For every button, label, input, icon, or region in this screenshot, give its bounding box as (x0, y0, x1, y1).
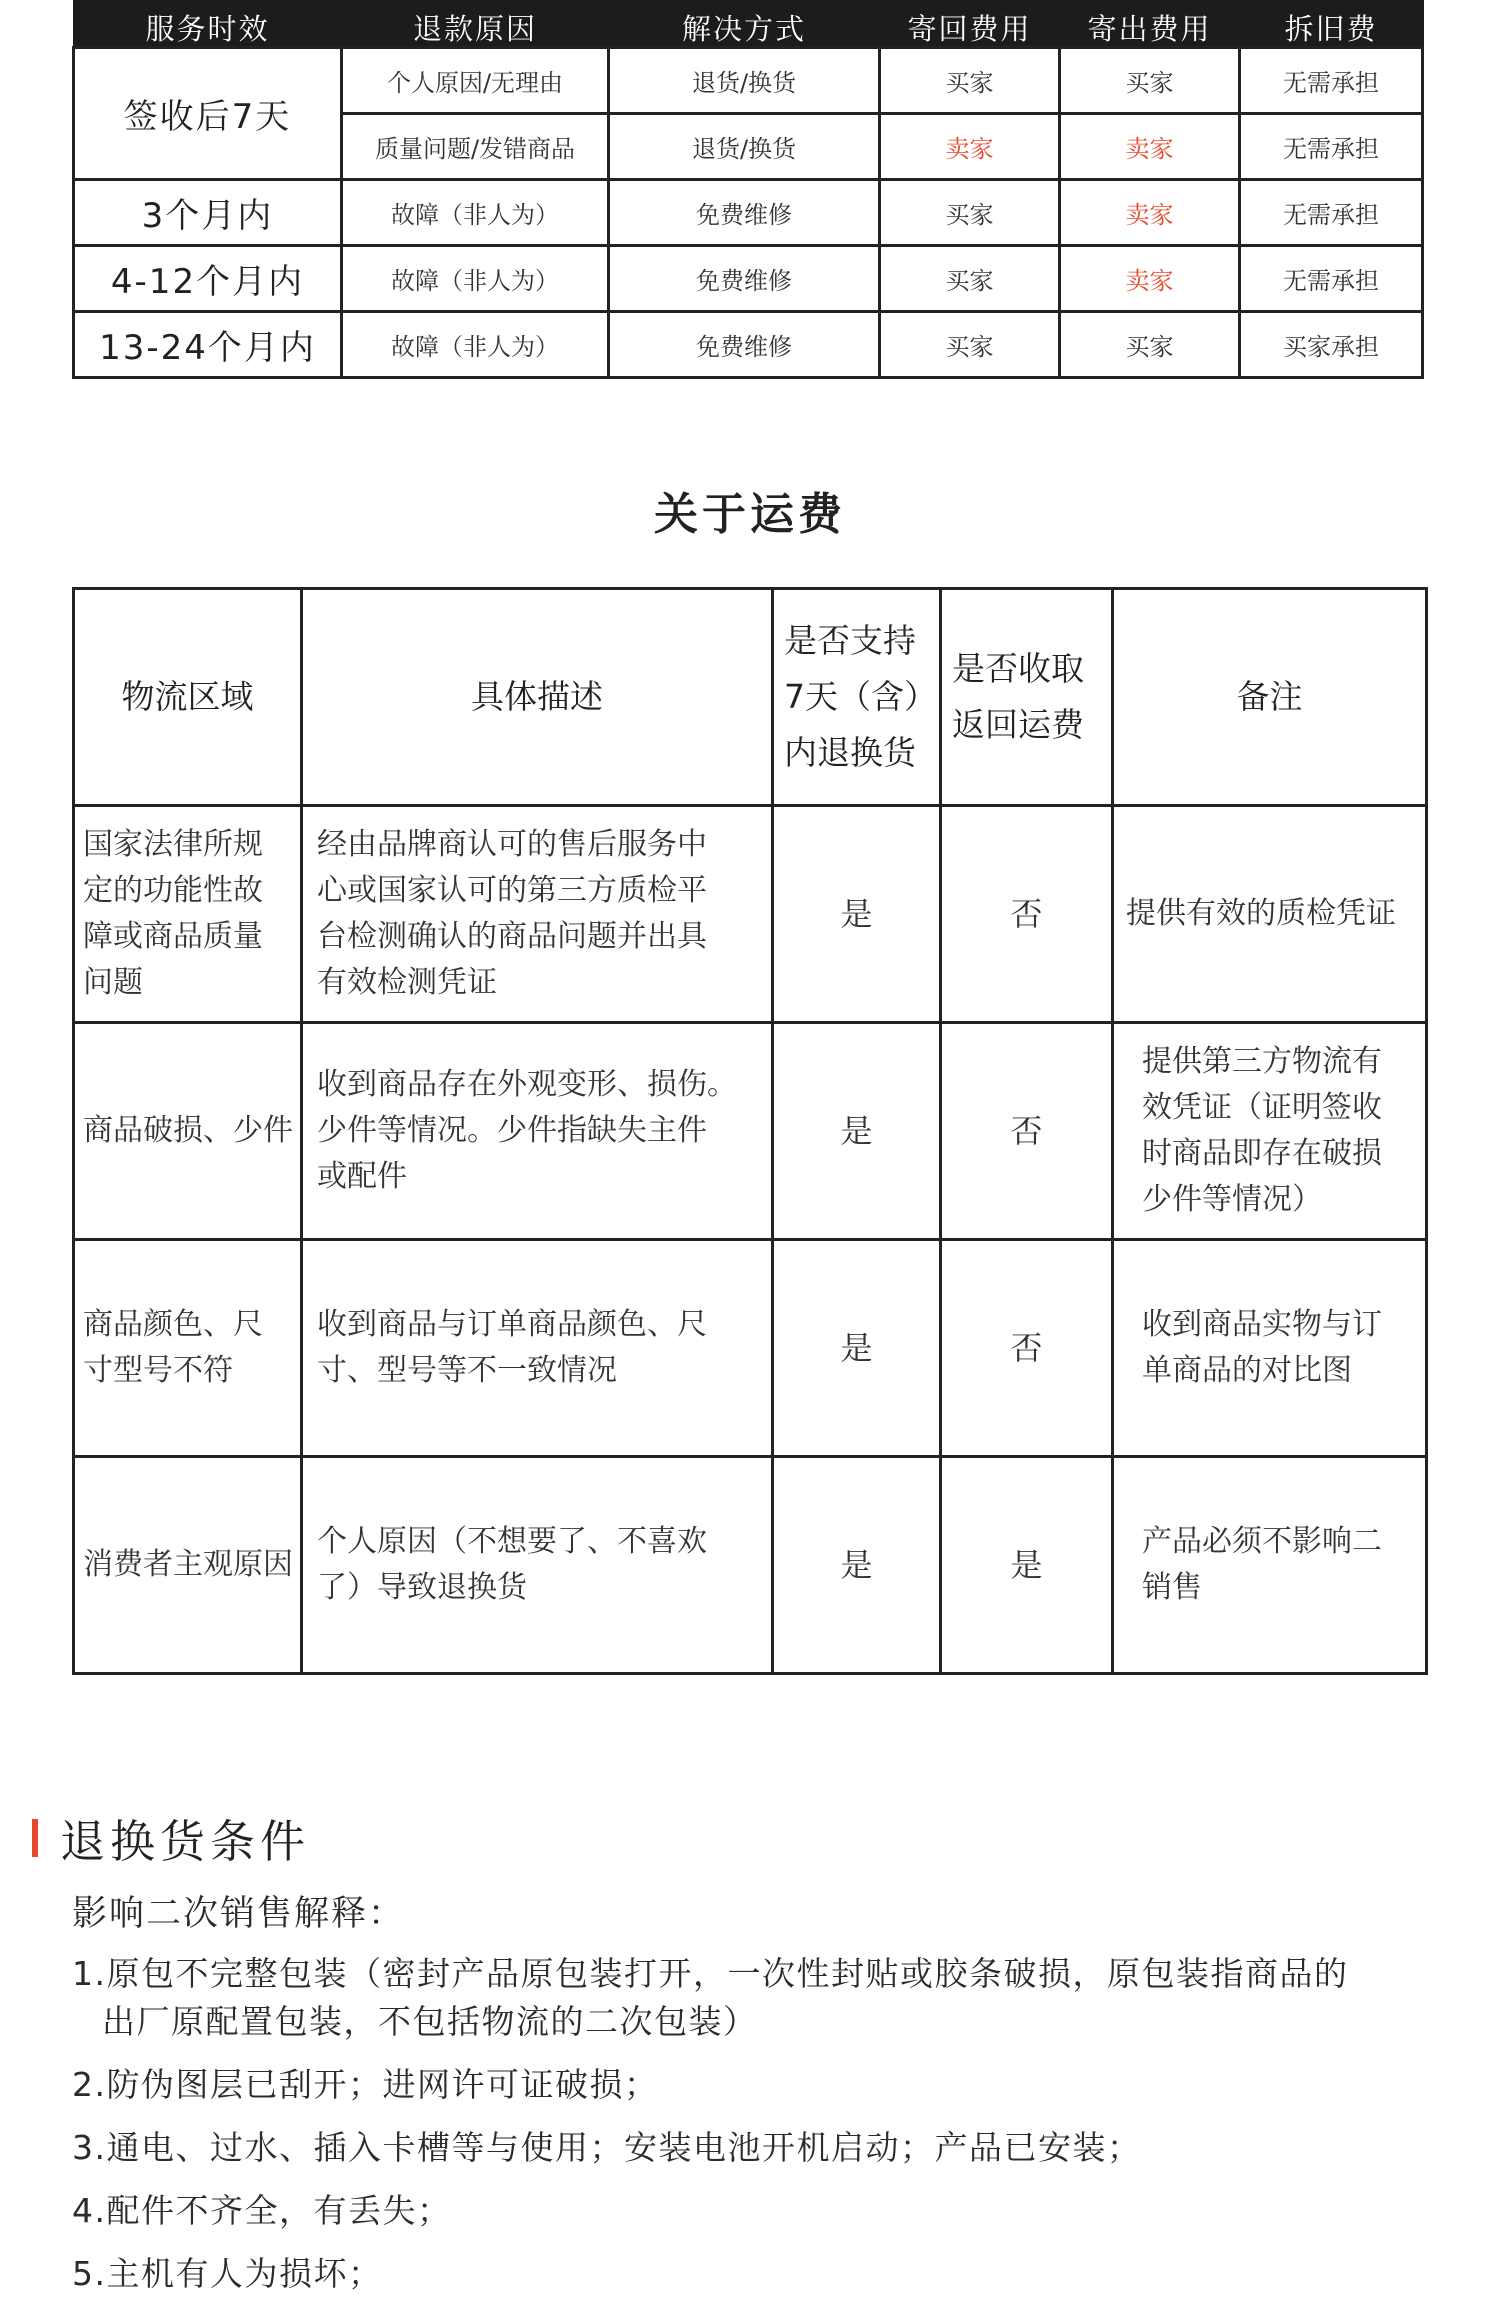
send-fee-cell: 卖家 (1060, 180, 1240, 246)
note-cell (1113, 806, 1427, 1023)
reason-cell: 故障（非人为） (342, 180, 609, 246)
solution-cell: 免费维修 (609, 180, 880, 246)
note-line: 销售 (1142, 1570, 1202, 1605)
conditions-title: 退换货条件 (60, 1815, 311, 1868)
disposal-cell: 无需承担 (1240, 48, 1423, 114)
table-row (74, 246, 1423, 312)
freight-title: 关于运费 (654, 489, 846, 540)
section-accent-bar (32, 1819, 38, 1857)
list-item-text: 5.主机有人为损坏； (72, 2254, 383, 2293)
solution-cell: 退货/换货 (609, 48, 880, 114)
header-support-line: 是否支持 (784, 621, 916, 660)
charge-cell: 是 (941, 1457, 1113, 1674)
list-item-continuation: 出厂原配置包装，不包括物流的二次包装） (102, 2002, 758, 2041)
desc-line: 心或国家认可的第三方质检平 (317, 873, 707, 908)
freight-table-header (74, 589, 1427, 806)
period-cell: 3个月内 (74, 180, 342, 246)
desc-cell (302, 1457, 773, 1674)
area-cell (74, 806, 302, 1023)
return-fee-cell: 卖家 (880, 114, 1060, 180)
send-fee-cell: 买家 (1060, 312, 1240, 378)
header-solution: 解决方式 (609, 0, 880, 48)
list-item (72, 2187, 1452, 2235)
area-line: 障或商品质量 (83, 919, 263, 954)
conditions-heading (32, 1805, 310, 1870)
support-cell: 是 (773, 1240, 941, 1457)
area-cell (74, 1240, 302, 1457)
solution-cell: 免费维修 (609, 246, 880, 312)
return-fee-cell: 买家 (880, 180, 1060, 246)
disposal-cell: 买家承担 (1240, 312, 1423, 378)
header-area: 物流区域 (74, 589, 302, 806)
period-cell: 13-24个月内 (74, 312, 342, 378)
area-cell (74, 1457, 302, 1674)
note-cell (1113, 1457, 1427, 1674)
desc-line: 收到商品与订单商品颜色、尺 (317, 1307, 707, 1342)
desc-cell (302, 1023, 773, 1240)
list-item (72, 2124, 1452, 2172)
note-line: 收到商品实物与订 (1142, 1307, 1382, 1342)
table-row (74, 806, 1427, 1023)
area-line: 国家法律所规 (83, 827, 263, 862)
period-cell: 4-12个月内 (74, 246, 342, 312)
disposal-cell: 无需承担 (1240, 114, 1423, 180)
table-row (74, 180, 1423, 246)
area-cell (74, 1023, 302, 1240)
charge-cell: 否 (941, 806, 1113, 1023)
header-disposal: 拆旧费 (1240, 0, 1423, 48)
disposal-cell: 无需承担 (1240, 246, 1423, 312)
charge-cell: 否 (941, 1240, 1113, 1457)
desc-line: 有效检测凭证 (317, 965, 497, 1000)
reason-cell: 个人原因/无理由 (342, 48, 609, 114)
charge-cell: 否 (941, 1023, 1113, 1240)
disposal-cell: 无需承担 (1240, 180, 1423, 246)
header-desc: 具体描述 (302, 589, 773, 806)
service-table-header (74, 0, 1423, 48)
return-fee-cell: 买家 (880, 48, 1060, 114)
return-fee-cell: 买家 (880, 312, 1060, 378)
area-line: 问题 (83, 965, 143, 1000)
area-line: 消费者主观原因 (83, 1547, 293, 1582)
send-fee-cell: 卖家 (1060, 114, 1240, 180)
table-row (74, 1023, 1427, 1240)
desc-line: 个人原因（不想要了、不喜欢 (317, 1524, 707, 1559)
support-cell: 是 (773, 1023, 941, 1240)
note-line: 提供第三方物流有 (1142, 1044, 1382, 1079)
send-fee-cell: 买家 (1060, 48, 1240, 114)
table-row (74, 1240, 1427, 1457)
conditions-subtitle: 影响二次销售解释： (72, 1894, 406, 1934)
header-charge (941, 589, 1113, 806)
desc-line: 经由品牌商认可的售后服务中 (317, 827, 707, 862)
reason-cell: 故障（非人为） (342, 312, 609, 378)
list-item-text: 2.防伪图层已刮开；进网许可证破损； (72, 2065, 659, 2104)
reason-cell: 故障（非人为） (342, 246, 609, 312)
return-fee-cell: 买家 (880, 246, 1060, 312)
table-row (74, 1457, 1427, 1674)
area-line: 寸型号不符 (83, 1353, 233, 1388)
header-support (773, 589, 941, 806)
header-note: 备注 (1113, 589, 1427, 806)
note-line: 少件等情况） (1142, 1182, 1322, 1217)
header-charge-line: 返回运费 (952, 705, 1084, 744)
header-support-line: 7天（含） (784, 677, 937, 716)
send-fee-cell: 卖家 (1060, 246, 1240, 312)
service-table-wrapper (72, 0, 1421, 379)
note-line: 单商品的对比图 (1142, 1353, 1352, 1388)
list-item-text: 4.配件不齐全，有丢失； (72, 2191, 452, 2230)
header-send-fee: 寄出费用 (1060, 0, 1240, 48)
support-cell: 是 (773, 806, 941, 1023)
list-item (72, 1950, 1452, 2046)
solution-cell: 免费维修 (609, 312, 880, 378)
list-item-text: 1.原包不完整包装（密封产品原包装打开，一次性封贴或胶条破损，原包装指商品的 (72, 1954, 1349, 1993)
desc-line: 寸、型号等不一致情况 (317, 1353, 617, 1388)
freight-table (72, 587, 1428, 1675)
desc-line: 或配件 (317, 1159, 407, 1194)
desc-cell (302, 806, 773, 1023)
desc-line: 少件等情况。少件指缺失主件 (317, 1113, 707, 1148)
area-line: 商品破损、少件 (83, 1113, 293, 1148)
area-line: 定的功能性故 (83, 873, 263, 908)
header-support-line: 内退换货 (784, 733, 916, 772)
table-row (74, 312, 1423, 378)
header-charge-line: 是否收取 (952, 649, 1084, 688)
service-table (72, 0, 1424, 379)
desc-line: 了）导致退换货 (317, 1570, 527, 1605)
desc-line: 台检测确认的商品问题并出具 (317, 919, 707, 954)
list-item-text: 3.通电、过水、插入卡槽等与使用；安装电池开机启动；产品已安装； (72, 2128, 1142, 2167)
support-cell: 是 (773, 1457, 941, 1674)
header-period: 服务时效 (74, 0, 342, 48)
desc-cell (302, 1240, 773, 1457)
reason-cell: 质量问题/发错商品 (342, 114, 609, 180)
header-reason: 退款原因 (342, 0, 609, 48)
conditions-list (72, 1950, 1452, 2313)
note-line: 效凭证（证明签收 (1142, 1090, 1382, 1125)
area-line: 商品颜色、尺 (83, 1307, 263, 1342)
note-cell (1113, 1023, 1427, 1240)
freight-table-wrapper (72, 587, 1428, 1675)
table-row (74, 48, 1423, 114)
note-line: 产品必须不影响二 (1142, 1524, 1382, 1559)
period-cell: 签收后7天 (74, 48, 342, 180)
note-cell (1113, 1240, 1427, 1457)
solution-cell: 退货/换货 (609, 114, 880, 180)
list-item (72, 2250, 1452, 2298)
header-return-fee: 寄回费用 (880, 0, 1060, 48)
desc-line: 收到商品存在外观变形、损伤。 (317, 1067, 737, 1102)
list-item (72, 2061, 1452, 2109)
note-line: 提供有效的质检凭证 (1126, 896, 1396, 931)
note-line: 时商品即存在破损 (1142, 1136, 1382, 1171)
